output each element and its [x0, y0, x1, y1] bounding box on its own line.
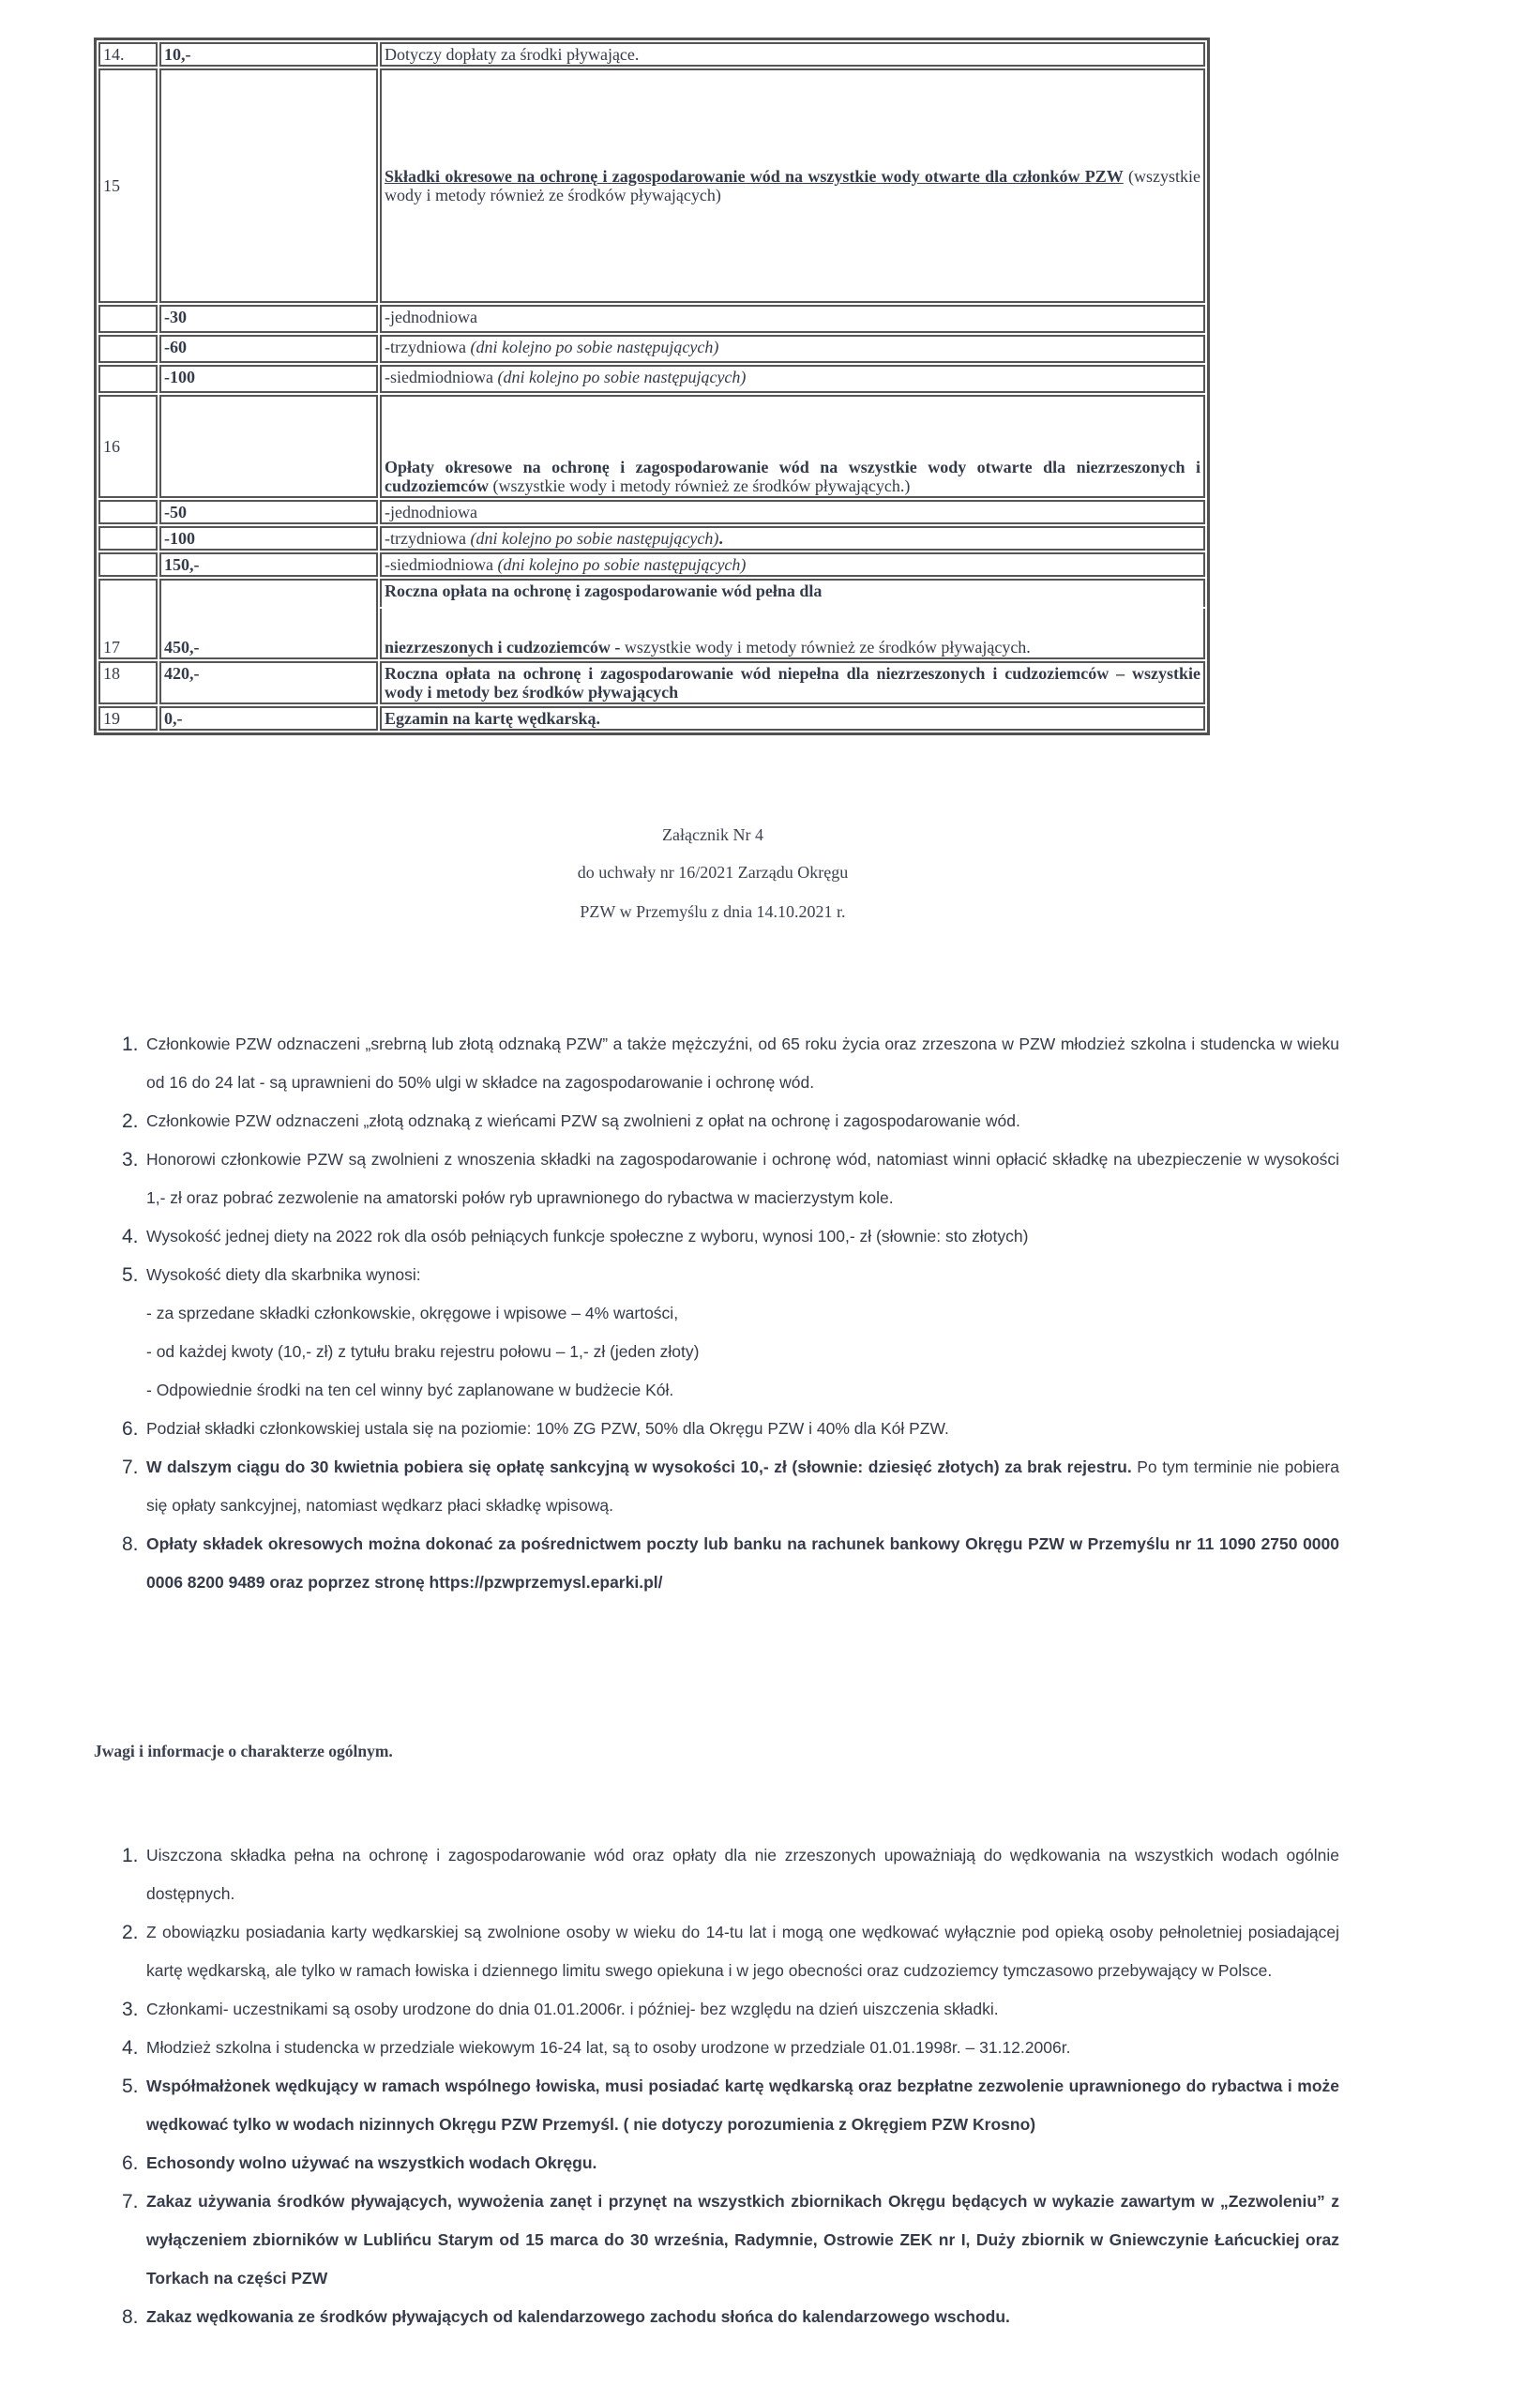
- list-item: [120, 1217, 1339, 1256]
- row-description: [380, 552, 1205, 577]
- row-amount: -60: [159, 335, 378, 363]
- table-row: [98, 305, 1205, 333]
- list-item-text-bold: Echosondy wolno używać na wszystkich wodach Okręgu.: [146, 2153, 597, 2172]
- general-notes-list: [120, 1836, 1339, 2336]
- list-item-text: Podział składki członkowskiej ustala się na poziomie: 10% ZG PZW, 50% dla Okręgu PZW i 40% dla Kół PZW.: [146, 1419, 949, 1438]
- row-amount: 150,-: [159, 552, 378, 577]
- list-item-text: Członkami- uczestnikami są osoby urodzone do dnia 01.01.2006r. i później- bez względu na dzień uiszczenia składki.: [146, 2000, 999, 2018]
- row-description-bold: Roczna opłata na ochronę i zagospodarowanie wód niepełna dla niezrzeszonych i cudzoziemców – wszystkie wody i metody bez środków pływających: [385, 664, 1200, 702]
- table-row: [98, 526, 1205, 551]
- list-item-number: 4.: [122, 2037, 139, 2059]
- row-amount: -100: [159, 526, 378, 551]
- row-amount: -100: [159, 365, 378, 393]
- row-amount: 0,-: [159, 706, 378, 731]
- list-item-text-bold: W dalszym ciągu do 30 kwietnia pobiera się opłatę sankcyjną w wysokości 10,- zł (słownie: dziesięć złotych) za brak rejestru.: [146, 1457, 1132, 1476]
- row-number: [98, 335, 158, 363]
- list-item-text: Wysokość jednej diety na 2022 rok dla osób pełniących funkcje społeczne z wyboru, wynosi 100,- zł (słownie: sto złotych): [146, 1227, 1029, 1246]
- list-item-text: Z obowiązku posiadania karty wędkarskiej są zwolnione osoby w wieku do 14-tu lat i mogą one wędkować wyłącznie pod opieką osoby pełnoletniej posiadającej kartę wędkarską, ale tylko w ramach łowiska i dziennego limitu swego opiekuna i w jego obecności oraz cudzoziemcy tymczasowo przebywający w Polsce.: [146, 1923, 1339, 1980]
- list-item-text: Członkowie PZW odznaczeni „złotą odznaką z wieńcami PZW są zwolnieni z opłat na ochronę i zagospodarowanie wód.: [146, 1111, 1020, 1130]
- row-amount: 450,-: [159, 579, 378, 659]
- row-description-text: -siedmiodniowa: [385, 555, 493, 574]
- list-item-text: Wysokość diety dla skarbnika wynosi:: [146, 1265, 421, 1284]
- row-description-bold: Opłaty okresowe na ochronę i zagospodarowanie wód na wszystkie wody otwarte dla niezrzeszonych i cudzoziemców: [385, 458, 1200, 495]
- row-number: 15: [98, 68, 158, 303]
- list-item-number: 4.: [122, 1226, 139, 1247]
- list-item: [120, 1256, 1339, 1410]
- row-number: 18: [98, 661, 158, 704]
- row-description-text: Dotyczy dopłaty za środki pływające.: [385, 45, 640, 64]
- list-item-number: 2.: [122, 1110, 139, 1132]
- row-number: 14.: [98, 42, 158, 67]
- list-item-number: 6.: [122, 1418, 139, 1440]
- row-description-italic: (dni kolejno po sobie następujących): [497, 555, 747, 574]
- list-item-text-bold: Opłaty składek okresowych można dokonać za pośrednictwem poczty lub banku na rachunek bankowy Okręgu PZW w Przemyślu nr 11 1090 2750 0000 0006 8200 9489 oraz poprzez stronę https://pzwprzemysl.eparki.pl/: [146, 1534, 1339, 1592]
- list-subitem: - za sprzedane składki członkowskie, okręgowe i wpisowe – 4% wartości,: [146, 1304, 679, 1322]
- row-number: [98, 552, 158, 577]
- list-item-number: 3.: [122, 1999, 139, 2020]
- table-row: [98, 335, 1205, 363]
- list-item: [120, 2029, 1339, 2067]
- list-item-number: 1.: [122, 1034, 139, 1055]
- row-description-italic: (dni kolejno po sobie następujących): [470, 338, 719, 356]
- table-row: [98, 579, 1205, 607]
- row-description: [380, 68, 1205, 303]
- row-description: [380, 579, 1205, 607]
- list-item-text: Po tym terminie nie pobiera się opłaty sankcyjnej, natomiast wędkarz płaci składkę wpisową.: [146, 1457, 1339, 1515]
- annex-date: PZW w Przemyślu z dnia 14.10.2021 r.: [580, 902, 846, 921]
- list-item: [120, 2067, 1339, 2144]
- table-row: [98, 395, 1205, 498]
- row-amount: [159, 395, 378, 498]
- row-description-bold: Egzamin na kartę wędkarską.: [385, 709, 601, 728]
- list-item-number: 2.: [122, 1922, 139, 1943]
- row-description-text: -trzydniowa: [385, 529, 466, 548]
- list-item: [120, 1836, 1339, 1913]
- row-description-text: (wszystkie wody i metody również ze środków pływających.): [492, 476, 911, 495]
- row-description-tail: .: [718, 529, 723, 548]
- table-row: [98, 500, 1205, 524]
- row-description-italic: (dni kolejno po sobie następujących): [497, 368, 747, 386]
- row-description: [380, 305, 1205, 333]
- table-row: [98, 68, 1205, 303]
- row-description: [380, 365, 1205, 393]
- list-item-number: 7.: [122, 1457, 139, 1478]
- row-description-text: -siedmiodniowa: [385, 368, 493, 386]
- table-row: [98, 661, 1205, 704]
- row-description-text: -jednodniowa: [385, 308, 477, 326]
- general-notes-heading: Jwagi i informacje o charakterze ogólnym.: [94, 1742, 393, 1760]
- row-description: [380, 661, 1205, 704]
- row-description: [380, 500, 1205, 524]
- list-item-number: 7.: [122, 2191, 139, 2212]
- list-item: [120, 2298, 1339, 2336]
- list-item: [120, 1140, 1339, 1217]
- list-item-number: 5.: [122, 2076, 139, 2097]
- list-item-text: Członkowie PZW odznaczeni „srebrną lub złotą odznaką PZW” a także mężczyźni, od 65 roku życia oraz zrzeszona w PZW młodzież szkolna i studencka w wieku od 16 do 24 lat - są uprawnieni do 50% ulgi w składce na zagospodarowanie i ochronę wód.: [146, 1034, 1339, 1092]
- row-description-text: (wszystkie wody i metody również ze środków pływających): [385, 167, 1201, 204]
- list-item-text-bold: Zakaz używania środków pływających, wywożenia zanęt i przynęt na wszystkich zbiornikach Okręgu będących w wykazie zawartym w „Zezwoleniu” z wyłączeniem zbiorników w Lublińcu Starym od 15 marca do 30 września, Radymnie, Ostrowie ZEK nr I, Duży zbiornik w Gniewczynie Łańcuckiej oraz Torkach na części PZW: [146, 2192, 1339, 2288]
- list-item: [120, 1990, 1339, 2029]
- row-amount: -50: [159, 500, 378, 524]
- row-amount: [159, 68, 378, 303]
- row-amount: -30: [159, 305, 378, 333]
- row-amount: 420,-: [159, 661, 378, 704]
- list-subitem: - od każdej kwoty (10,- zł) z tytułu braku rejestru połowu – 1,- zł (jeden złoty): [146, 1342, 700, 1361]
- annex-title: Załącznik Nr 4: [662, 825, 763, 844]
- table-row: [98, 552, 1205, 577]
- annex-rules-list: [120, 1025, 1339, 1602]
- row-description-bold: Składki okresowe na ochronę i zagospodarowanie wód na wszystkie wody otwarte dla członków PZW: [385, 167, 1124, 186]
- row-description: [380, 335, 1205, 363]
- table-row: [98, 365, 1205, 393]
- list-item: [120, 1025, 1339, 1102]
- annex-resolution: do uchwały nr 16/2021 Zarządu Okręgu: [577, 863, 849, 882]
- table-row: [98, 42, 1205, 67]
- row-description-text: wszystkie wody i metody również ze środków pływających.: [624, 638, 1031, 657]
- list-item: [120, 2182, 1339, 2298]
- list-item-text: Uiszczona składka pełna na ochronę i zagospodarowanie wód oraz opłaty dla nie zrzeszonych upoważniają do wędkowania na wszystkich wodach ogólnie dostępnych.: [146, 1846, 1339, 1903]
- list-item-number: 5.: [122, 1264, 139, 1286]
- row-number: 19: [98, 706, 158, 731]
- row-number: [98, 526, 158, 551]
- row-number: 16: [98, 395, 158, 498]
- list-item: [120, 2144, 1339, 2182]
- list-item: [120, 1448, 1339, 1525]
- row-description-text: -trzydniowa: [385, 338, 466, 356]
- list-item: [120, 1913, 1339, 1990]
- list-item-number: 3.: [122, 1149, 139, 1170]
- row-description-bold: Roczna opłata na ochronę i zagospodarowanie wód pełna dla: [385, 581, 823, 600]
- list-item-text-bold: Współmałżonek wędkujący w ramach wspólnego łowiska, musi posiadać kartę wędkarską oraz bezpłatne zezwolenie uprawnionego do rybactwa i może wędkować tylko w wodach nizinnych Okręgu PZW Przemyśl. ( nie dotyczy porozumienia z Okręgiem PZW Krosno): [146, 2076, 1339, 2134]
- list-item: [120, 1525, 1339, 1602]
- list-item-text: Młodzież szkolna i studencka w przedziale wiekowym 16-24 lat, są to osoby urodzone w przedziale 01.01.1998r. – 31.12.2006r.: [146, 2038, 1071, 2057]
- row-description: [380, 395, 1205, 498]
- list-item-text: Honorowi członkowie PZW są zwolnieni z wnoszenia składki na zagospodarowanie i ochronę wód, natomiast winni opłacić składkę na ubezpieczenie w wysokości 1,- zł oraz pobrać zezwolenie na amatorski połów ryb uprawnionego do rybactwa w macierzystym kole.: [146, 1150, 1339, 1207]
- row-description: [380, 526, 1205, 551]
- row-description: [380, 706, 1205, 731]
- row-description: [380, 42, 1205, 67]
- row-number: [98, 365, 158, 393]
- row-amount: 10,-: [159, 42, 378, 67]
- row-number: [98, 500, 158, 524]
- list-item-number: 8.: [122, 2306, 139, 2328]
- list-item-number: 6.: [122, 2152, 139, 2174]
- row-description-text: -jednodniowa: [385, 503, 477, 521]
- list-item-text-bold: Zakaz wędkowania ze środków pływających od kalendarzowego zachodu słońca do kalendarzowego wschodu.: [146, 2307, 1010, 2326]
- list-item-number: 8.: [122, 1533, 139, 1555]
- row-description-italic: (dni kolejno po sobie następujących): [470, 529, 719, 548]
- row-description: [380, 609, 1205, 659]
- fee-table: [94, 38, 1210, 735]
- list-subitem: - Odpowiednie środki na ten cel winny być zaplanowane w budżecie Kół.: [146, 1381, 674, 1399]
- row-description-bold: niezrzeszonych i cudzoziemców -: [385, 638, 621, 657]
- row-number: [98, 305, 158, 333]
- list-item-number: 1.: [122, 1845, 139, 1866]
- table-row: [98, 706, 1205, 731]
- row-number: 17: [98, 579, 158, 659]
- list-item: [120, 1102, 1339, 1140]
- list-item: [120, 1410, 1339, 1448]
